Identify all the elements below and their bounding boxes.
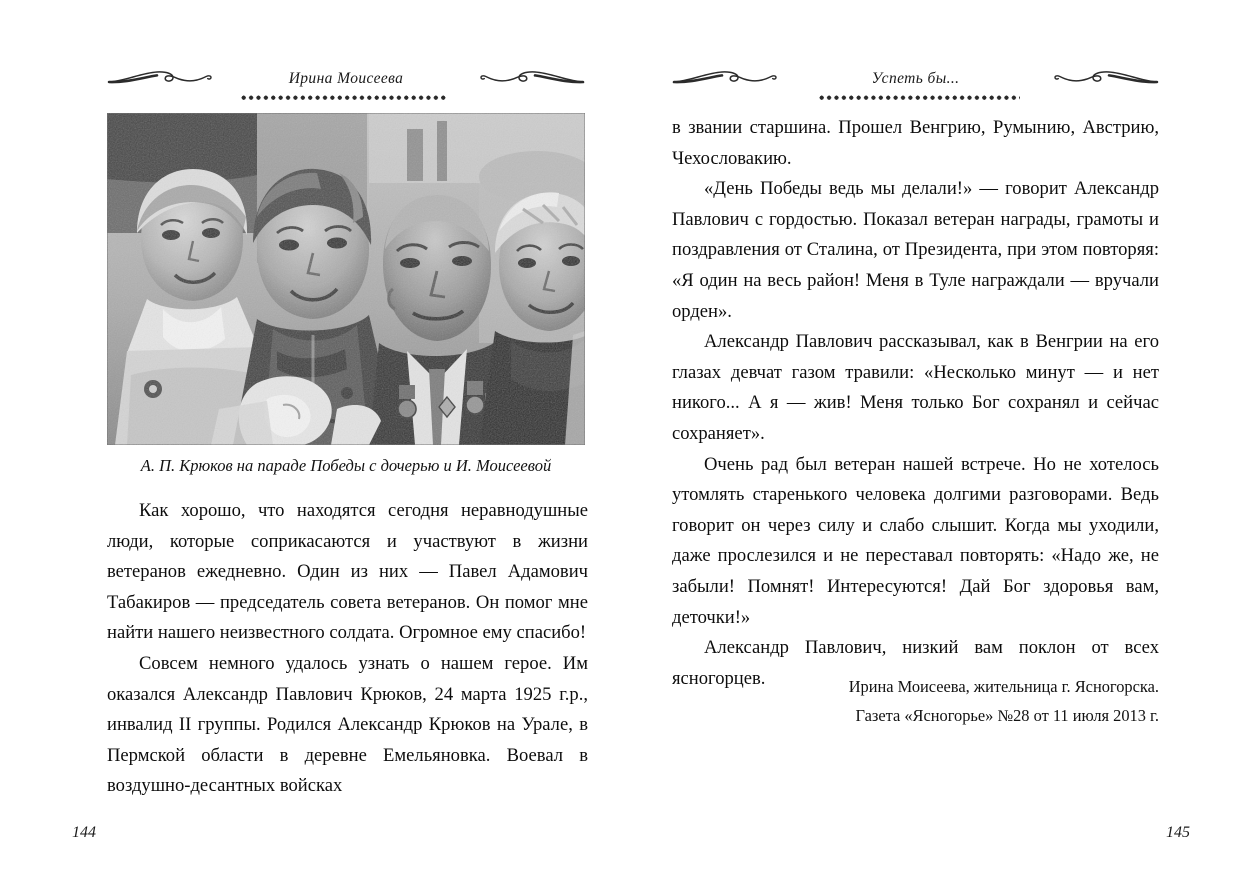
dotted-rule-left: [240, 92, 446, 100]
paragraph: Александр Павлович, низкий вам поклон от всех ясногорцев.: [672, 637, 1159, 689]
running-head-title-left: Ирина Моисеева: [288, 70, 404, 87]
flourish-ornament-left-icon: [672, 65, 784, 94]
signature-source: Газета «Ясногорье» №28 от 11 июля 2013 г.: [855, 706, 1159, 725]
flourish-ornament-left-icon: [107, 65, 219, 94]
paragraph: Очень рад был ветеран нашей встрече. Но не хотелось утомлять старенького человека долгими разговорами. Ведь говорит он через силу и слабо слышит. Когда мы уходили, даже прослезился и не переставал повторять: «Надо же, не забыли! Помнят! Интересуются! Дай Бог здоровья вам, деточки!»: [672, 453, 1159, 628]
article-signature: [672, 672, 1159, 730]
right-page: [630, 0, 1260, 882]
paragraph: Александр Павлович рассказывал, как в Венгрии на его глазах девчат газом травили: «Несколько минут — и нет никого... А я — жив! Меня только Бог сохранял и сейчас сохраняет».: [672, 331, 1159, 444]
photo-figure: [107, 113, 585, 476]
running-head-right: [672, 62, 1159, 96]
flourish-ornament-right-icon: [1047, 65, 1159, 94]
running-head-title-right: Успеть бы...: [871, 70, 960, 87]
left-body-text: [107, 496, 588, 802]
page-number-left: 144: [72, 824, 96, 841]
running-head-left: [107, 62, 585, 96]
right-body-text: [672, 113, 1159, 694]
photo-caption: А. П. Крюков на параде Победы с дочерью и И. Моисеевой: [140, 456, 552, 475]
paragraph: Как хорошо, что находятся сегодня неравнодушные люди, которые соприкасаются и участвуют в жизни ветеранов ежедневно. Один из них — Павел Адамович Табакиров — председатель совета ветеранов. Он помог мне найти нашего неизвестного солдата. Огромное ему спасибо!: [107, 500, 588, 644]
paragraph: Совсем немного удалось узнать о нашем герое. Им оказался Александр Павлович Крюков, 24 марта 1925 г.р., инвалид II группы. Родился Александр Крюков на Урале, в Пермской области в деревне Емельяновка. Воевал в воздушно-десантных войсках: [107, 652, 588, 797]
paragraph: «День Победы ведь мы делали!» — говорит Александр Павлович с гордостью. Показал ветеран награды, грамоты и поздравления от Сталина, от Президента, при этом повторяя: «Я один на весь район! Меня в Туле награждали — вручали орден».: [672, 178, 1159, 322]
signature-author: Ирина Моисеева, жительница г. Ясногорска.: [848, 677, 1159, 696]
veterans-photograph: [107, 113, 585, 445]
flourish-ornament-right-icon: [473, 65, 585, 94]
dotted-rule-right: [818, 92, 1020, 100]
page-number-right: 145: [1166, 824, 1190, 841]
paragraph: в звании старшина. Прошел Венгрию, Румынию, Австрию, Чехословакию.: [672, 117, 1159, 169]
